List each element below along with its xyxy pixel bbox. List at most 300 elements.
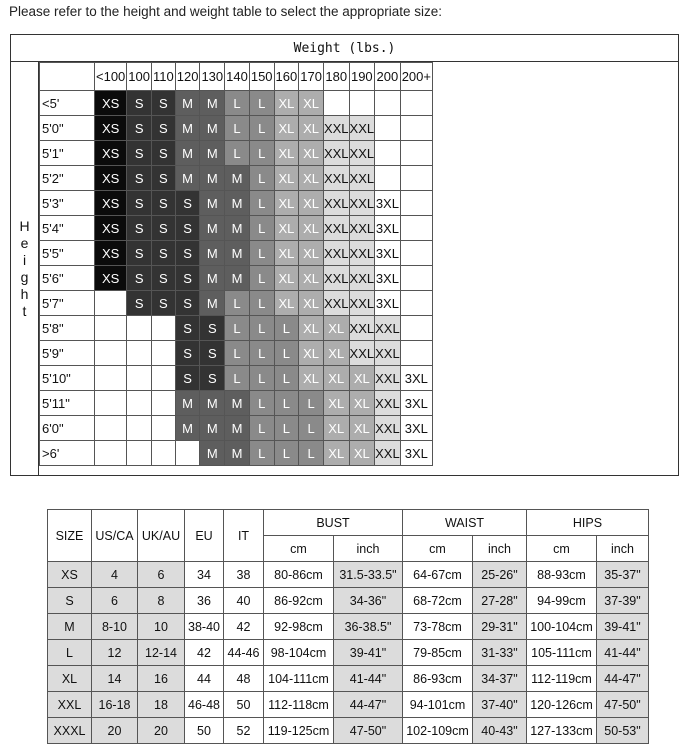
height-value: 6'0" bbox=[40, 416, 95, 441]
size-cell bbox=[375, 141, 401, 166]
size-cell bbox=[152, 391, 176, 416]
size-measure: 10 bbox=[138, 614, 185, 640]
height-value: 5'1" bbox=[40, 141, 95, 166]
size-cell: S bbox=[127, 91, 152, 116]
size-chart-row bbox=[48, 666, 649, 692]
size-cell: L bbox=[274, 316, 299, 341]
height-label bbox=[11, 62, 39, 475]
size-cell bbox=[127, 366, 152, 391]
size-cell: L bbox=[225, 291, 250, 316]
size-chart-row bbox=[48, 640, 649, 666]
weight-header: 190 bbox=[349, 63, 375, 91]
size-cell: XL bbox=[323, 416, 349, 441]
weight-header: 150 bbox=[249, 63, 274, 91]
size-measure: 18 bbox=[138, 692, 185, 718]
size-measure: 100-104cm bbox=[527, 614, 597, 640]
header-size: SIZE bbox=[48, 510, 92, 562]
size-measure: 104-111cm bbox=[264, 666, 334, 692]
size-measure: 37-39" bbox=[597, 588, 649, 614]
size-cell: XS bbox=[95, 191, 127, 216]
size-name: XS bbox=[48, 562, 92, 588]
height-value: 5'3" bbox=[40, 191, 95, 216]
size-cell: 3XL bbox=[375, 266, 401, 291]
height-value: 5'9" bbox=[40, 341, 95, 366]
header-hips-cm: cm bbox=[527, 536, 597, 562]
size-measure: 92-98cm bbox=[264, 614, 334, 640]
size-cell bbox=[152, 366, 176, 391]
header-waist: WAIST bbox=[403, 510, 527, 536]
size-cell: S bbox=[127, 141, 152, 166]
size-measure: 4 bbox=[92, 562, 138, 588]
size-cell bbox=[400, 341, 432, 366]
size-cell: S bbox=[152, 241, 176, 266]
size-measure: 40 bbox=[224, 588, 264, 614]
size-cell: XXL bbox=[349, 116, 375, 141]
size-measure: 29-31" bbox=[473, 614, 527, 640]
height-row bbox=[40, 141, 433, 166]
size-cell: XL bbox=[274, 266, 299, 291]
size-cell: XXL bbox=[349, 166, 375, 191]
size-measure: 86-92cm bbox=[264, 588, 334, 614]
size-cell: M bbox=[200, 216, 225, 241]
height-row bbox=[40, 191, 433, 216]
size-cell: L bbox=[274, 391, 299, 416]
size-cell: L bbox=[225, 366, 250, 391]
size-cell: 3XL bbox=[375, 191, 401, 216]
weight-header: 170 bbox=[299, 63, 324, 91]
size-cell: M bbox=[200, 291, 225, 316]
size-cell: XXL bbox=[323, 141, 349, 166]
size-cell: XXL bbox=[323, 191, 349, 216]
size-cell: L bbox=[225, 141, 250, 166]
height-row bbox=[40, 116, 433, 141]
size-cell bbox=[400, 216, 432, 241]
size-cell: XL bbox=[299, 291, 324, 316]
size-cell: XXL bbox=[375, 366, 401, 391]
size-measure: 119-125cm bbox=[264, 718, 334, 744]
size-cell bbox=[95, 416, 127, 441]
size-measure: 47-50" bbox=[597, 692, 649, 718]
size-cell: L bbox=[249, 366, 274, 391]
weight-header: 130 bbox=[200, 63, 225, 91]
size-measure: 73-78cm bbox=[403, 614, 473, 640]
size-cell: M bbox=[175, 141, 200, 166]
size-cell: XL bbox=[274, 191, 299, 216]
height-row bbox=[40, 341, 433, 366]
size-cell bbox=[127, 341, 152, 366]
size-cell bbox=[95, 441, 127, 466]
size-cell: XS bbox=[95, 116, 127, 141]
size-measure: 46-48 bbox=[185, 692, 224, 718]
height-row bbox=[40, 366, 433, 391]
header-hips-inch: inch bbox=[597, 536, 649, 562]
weight-header: 140 bbox=[225, 63, 250, 91]
size-cell: XXL bbox=[349, 266, 375, 291]
header-uk-au: UK/AU bbox=[138, 510, 185, 562]
size-cell: S bbox=[175, 216, 200, 241]
size-cell bbox=[400, 91, 432, 116]
size-cell: M bbox=[175, 91, 200, 116]
size-cell: S bbox=[127, 166, 152, 191]
size-cell: S bbox=[200, 316, 225, 341]
size-cell: L bbox=[274, 441, 299, 466]
size-measure: 40-43" bbox=[473, 718, 527, 744]
size-cell: L bbox=[225, 91, 250, 116]
size-name: XL bbox=[48, 666, 92, 692]
size-cell: S bbox=[127, 116, 152, 141]
weight-header: <100 bbox=[95, 63, 127, 91]
size-measure: 50 bbox=[185, 718, 224, 744]
size-cell bbox=[95, 291, 127, 316]
size-cell: M bbox=[225, 166, 250, 191]
height-row bbox=[40, 166, 433, 191]
height-weight-table bbox=[10, 34, 679, 476]
size-cell bbox=[400, 241, 432, 266]
size-cell: S bbox=[152, 216, 176, 241]
weight-header: 200 bbox=[375, 63, 401, 91]
size-measure: 38-40 bbox=[185, 614, 224, 640]
size-cell: XXL bbox=[323, 266, 349, 291]
size-cell: XXL bbox=[375, 316, 401, 341]
size-cell: S bbox=[152, 141, 176, 166]
size-cell: XXL bbox=[375, 391, 401, 416]
size-cell: 3XL bbox=[375, 241, 401, 266]
size-cell: L bbox=[249, 116, 274, 141]
height-row bbox=[40, 316, 433, 341]
height-row bbox=[40, 416, 433, 441]
size-cell bbox=[175, 441, 200, 466]
size-cell bbox=[400, 291, 432, 316]
size-cell: XS bbox=[95, 91, 127, 116]
size-cell: S bbox=[152, 91, 176, 116]
height-value: 5'7" bbox=[40, 291, 95, 316]
size-cell: L bbox=[249, 266, 274, 291]
size-measure: 39-41" bbox=[597, 614, 649, 640]
size-cell: L bbox=[249, 441, 274, 466]
size-chart-table bbox=[47, 509, 649, 744]
size-cell: L bbox=[249, 141, 274, 166]
size-cell: XXL bbox=[349, 341, 375, 366]
size-measure: 36-38.5" bbox=[334, 614, 403, 640]
size-cell: XL bbox=[323, 391, 349, 416]
size-cell: XL bbox=[299, 191, 324, 216]
size-measure: 34-36" bbox=[334, 588, 403, 614]
size-measure: 127-133cm bbox=[527, 718, 597, 744]
size-cell: M bbox=[225, 266, 250, 291]
size-measure: 44 bbox=[185, 666, 224, 692]
size-measure: 38 bbox=[224, 562, 264, 588]
size-cell: M bbox=[200, 116, 225, 141]
size-cell: S bbox=[127, 241, 152, 266]
size-cell: S bbox=[175, 191, 200, 216]
size-cell: M bbox=[200, 416, 225, 441]
size-measure: 64-67cm bbox=[403, 562, 473, 588]
size-cell: L bbox=[225, 341, 250, 366]
size-cell: M bbox=[200, 141, 225, 166]
height-row bbox=[40, 441, 433, 466]
size-measure: 42 bbox=[224, 614, 264, 640]
size-measure: 16 bbox=[138, 666, 185, 692]
size-cell: XXL bbox=[349, 141, 375, 166]
size-measure: 105-111cm bbox=[527, 640, 597, 666]
size-cell bbox=[152, 416, 176, 441]
size-cell bbox=[152, 341, 176, 366]
size-cell: L bbox=[225, 116, 250, 141]
size-cell: XL bbox=[349, 366, 375, 391]
size-cell bbox=[400, 191, 432, 216]
size-cell bbox=[400, 116, 432, 141]
size-measure: 112-118cm bbox=[264, 692, 334, 718]
size-cell: L bbox=[274, 366, 299, 391]
size-cell: XS bbox=[95, 266, 127, 291]
size-measure: 35-37" bbox=[597, 562, 649, 588]
size-name: XXL bbox=[48, 692, 92, 718]
size-cell: XL bbox=[323, 341, 349, 366]
weight-header: 110 bbox=[152, 63, 176, 91]
size-cell bbox=[349, 91, 375, 116]
size-cell: M bbox=[225, 241, 250, 266]
height-value: 5'8" bbox=[40, 316, 95, 341]
size-cell: L bbox=[249, 216, 274, 241]
size-cell bbox=[127, 441, 152, 466]
size-cell: M bbox=[225, 216, 250, 241]
size-cell: XL bbox=[299, 216, 324, 241]
header-bust: BUST bbox=[264, 510, 403, 536]
size-cell: S bbox=[127, 266, 152, 291]
size-measure: 47-50" bbox=[334, 718, 403, 744]
size-cell: XXL bbox=[349, 216, 375, 241]
size-cell: XXL bbox=[375, 341, 401, 366]
height-row bbox=[40, 216, 433, 241]
size-cell: XXL bbox=[349, 191, 375, 216]
height-value: 5'5" bbox=[40, 241, 95, 266]
weight-header: 160 bbox=[274, 63, 299, 91]
size-cell bbox=[127, 391, 152, 416]
height-value: 5'11" bbox=[40, 391, 95, 416]
size-cell bbox=[95, 391, 127, 416]
size-cell: M bbox=[200, 441, 225, 466]
size-cell bbox=[152, 316, 176, 341]
size-measure: 36 bbox=[185, 588, 224, 614]
height-row bbox=[40, 391, 433, 416]
size-measure: 8 bbox=[138, 588, 185, 614]
size-cell: XXL bbox=[323, 116, 349, 141]
size-cell: M bbox=[200, 91, 225, 116]
size-cell: M bbox=[200, 241, 225, 266]
size-cell: XXL bbox=[375, 416, 401, 441]
size-measure: 44-47" bbox=[597, 666, 649, 692]
size-cell: S bbox=[127, 291, 152, 316]
height-value: 5'4" bbox=[40, 216, 95, 241]
size-cell: XL bbox=[274, 141, 299, 166]
size-cell: XXL bbox=[323, 241, 349, 266]
size-cell bbox=[127, 316, 152, 341]
size-cell: L bbox=[299, 441, 324, 466]
size-measure: 112-119cm bbox=[527, 666, 597, 692]
size-cell: M bbox=[175, 166, 200, 191]
size-cell: S bbox=[175, 341, 200, 366]
size-measure: 6 bbox=[138, 562, 185, 588]
size-measure: 52 bbox=[224, 718, 264, 744]
size-measure: 94-99cm bbox=[527, 588, 597, 614]
height-row bbox=[40, 266, 433, 291]
size-cell: L bbox=[249, 391, 274, 416]
size-measure: 20 bbox=[92, 718, 138, 744]
size-chart-row bbox=[48, 562, 649, 588]
size-measure: 8-10 bbox=[92, 614, 138, 640]
size-cell: L bbox=[249, 416, 274, 441]
size-cell: XXL bbox=[349, 316, 375, 341]
size-cell: XL bbox=[299, 141, 324, 166]
size-cell: XL bbox=[349, 391, 375, 416]
size-cell: 3XL bbox=[400, 366, 432, 391]
header-it: IT bbox=[224, 510, 264, 562]
size-measure: 42 bbox=[185, 640, 224, 666]
size-cell: S bbox=[152, 116, 176, 141]
size-cell: XXL bbox=[375, 441, 401, 466]
size-name: S bbox=[48, 588, 92, 614]
size-cell bbox=[400, 141, 432, 166]
header-eu: EU bbox=[185, 510, 224, 562]
size-cell bbox=[95, 366, 127, 391]
size-cell: S bbox=[152, 266, 176, 291]
size-measure: 41-44" bbox=[334, 666, 403, 692]
height-value: 5'6" bbox=[40, 266, 95, 291]
size-cell bbox=[400, 316, 432, 341]
size-measure: 98-104cm bbox=[264, 640, 334, 666]
size-cell: XL bbox=[274, 241, 299, 266]
size-measure: 44-46 bbox=[224, 640, 264, 666]
size-name: L bbox=[48, 640, 92, 666]
size-measure: 94-101cm bbox=[403, 692, 473, 718]
size-cell: M bbox=[225, 191, 250, 216]
size-cell bbox=[375, 91, 401, 116]
size-cell: L bbox=[249, 241, 274, 266]
size-cell: XL bbox=[299, 366, 324, 391]
size-cell: L bbox=[249, 341, 274, 366]
size-cell: XL bbox=[299, 91, 324, 116]
size-cell: 3XL bbox=[375, 291, 401, 316]
size-cell bbox=[400, 266, 432, 291]
size-measure: 120-126cm bbox=[527, 692, 597, 718]
size-cell bbox=[127, 416, 152, 441]
size-measure: 37-40" bbox=[473, 692, 527, 718]
size-name: XXXL bbox=[48, 718, 92, 744]
size-cell: L bbox=[249, 191, 274, 216]
size-measure: 20 bbox=[138, 718, 185, 744]
size-measure: 50-53" bbox=[597, 718, 649, 744]
height-label-text: Height bbox=[19, 217, 30, 319]
size-measure: 88-93cm bbox=[527, 562, 597, 588]
size-cell: XXL bbox=[349, 291, 375, 316]
size-measure: 41-44" bbox=[597, 640, 649, 666]
size-cell: L bbox=[249, 166, 274, 191]
size-chart-row bbox=[48, 588, 649, 614]
size-cell: L bbox=[249, 291, 274, 316]
size-measure: 44-47" bbox=[334, 692, 403, 718]
height-value: 5'0" bbox=[40, 116, 95, 141]
size-cell bbox=[323, 91, 349, 116]
header-bust-cm: cm bbox=[264, 536, 334, 562]
size-cell bbox=[95, 341, 127, 366]
size-chart-row bbox=[48, 718, 649, 744]
size-cell bbox=[95, 316, 127, 341]
height-row bbox=[40, 241, 433, 266]
header-us-ca: US/CA bbox=[92, 510, 138, 562]
weight-header: 180 bbox=[323, 63, 349, 91]
size-cell: 3XL bbox=[400, 441, 432, 466]
size-cell: S bbox=[175, 366, 200, 391]
size-cell: XL bbox=[299, 266, 324, 291]
size-measure: 86-93cm bbox=[403, 666, 473, 692]
header-waist-cm: cm bbox=[403, 536, 473, 562]
size-cell: XL bbox=[274, 91, 299, 116]
size-cell: XL bbox=[274, 116, 299, 141]
size-cell: XXL bbox=[349, 241, 375, 266]
size-cell: XL bbox=[323, 366, 349, 391]
size-cell: XL bbox=[299, 316, 324, 341]
size-cell: M bbox=[175, 416, 200, 441]
size-cell: 3XL bbox=[400, 416, 432, 441]
size-cell: XL bbox=[299, 241, 324, 266]
size-cell: S bbox=[200, 366, 225, 391]
size-name: M bbox=[48, 614, 92, 640]
size-cell bbox=[375, 166, 401, 191]
size-measure: 16-18 bbox=[92, 692, 138, 718]
size-measure: 39-41" bbox=[334, 640, 403, 666]
size-cell: XL bbox=[323, 441, 349, 466]
size-cell: M bbox=[200, 191, 225, 216]
size-cell: M bbox=[225, 441, 250, 466]
size-cell: S bbox=[175, 241, 200, 266]
intro-text: Please refer to the height and weight table to select the appropriate size: bbox=[9, 4, 443, 19]
size-measure: 34-37" bbox=[473, 666, 527, 692]
size-measure: 34 bbox=[185, 562, 224, 588]
size-cell: L bbox=[274, 416, 299, 441]
size-cell: XL bbox=[349, 416, 375, 441]
size-measure: 68-72cm bbox=[403, 588, 473, 614]
size-cell: L bbox=[274, 341, 299, 366]
header-waist-inch: inch bbox=[473, 536, 527, 562]
size-cell: L bbox=[299, 391, 324, 416]
weight-header: 120 bbox=[175, 63, 200, 91]
size-cell: XXL bbox=[323, 166, 349, 191]
size-cell bbox=[400, 166, 432, 191]
height-weight-grid bbox=[39, 62, 433, 466]
size-cell: S bbox=[200, 341, 225, 366]
size-cell: S bbox=[175, 316, 200, 341]
height-value: <5' bbox=[40, 91, 95, 116]
height-value: >6' bbox=[40, 441, 95, 466]
size-measure: 80-86cm bbox=[264, 562, 334, 588]
size-cell: XL bbox=[274, 291, 299, 316]
size-cell: S bbox=[152, 191, 176, 216]
size-cell: XL bbox=[274, 166, 299, 191]
size-cell bbox=[152, 441, 176, 466]
size-cell: L bbox=[299, 416, 324, 441]
size-cell: S bbox=[127, 191, 152, 216]
height-row bbox=[40, 291, 433, 316]
corner-cell bbox=[40, 63, 95, 91]
size-cell: S bbox=[127, 216, 152, 241]
size-chart-row bbox=[48, 614, 649, 640]
weight-header: 200+ bbox=[400, 63, 432, 91]
size-measure: 25-26" bbox=[473, 562, 527, 588]
height-value: 5'2" bbox=[40, 166, 95, 191]
size-cell: S bbox=[152, 291, 176, 316]
size-cell: M bbox=[225, 416, 250, 441]
size-cell: M bbox=[200, 166, 225, 191]
